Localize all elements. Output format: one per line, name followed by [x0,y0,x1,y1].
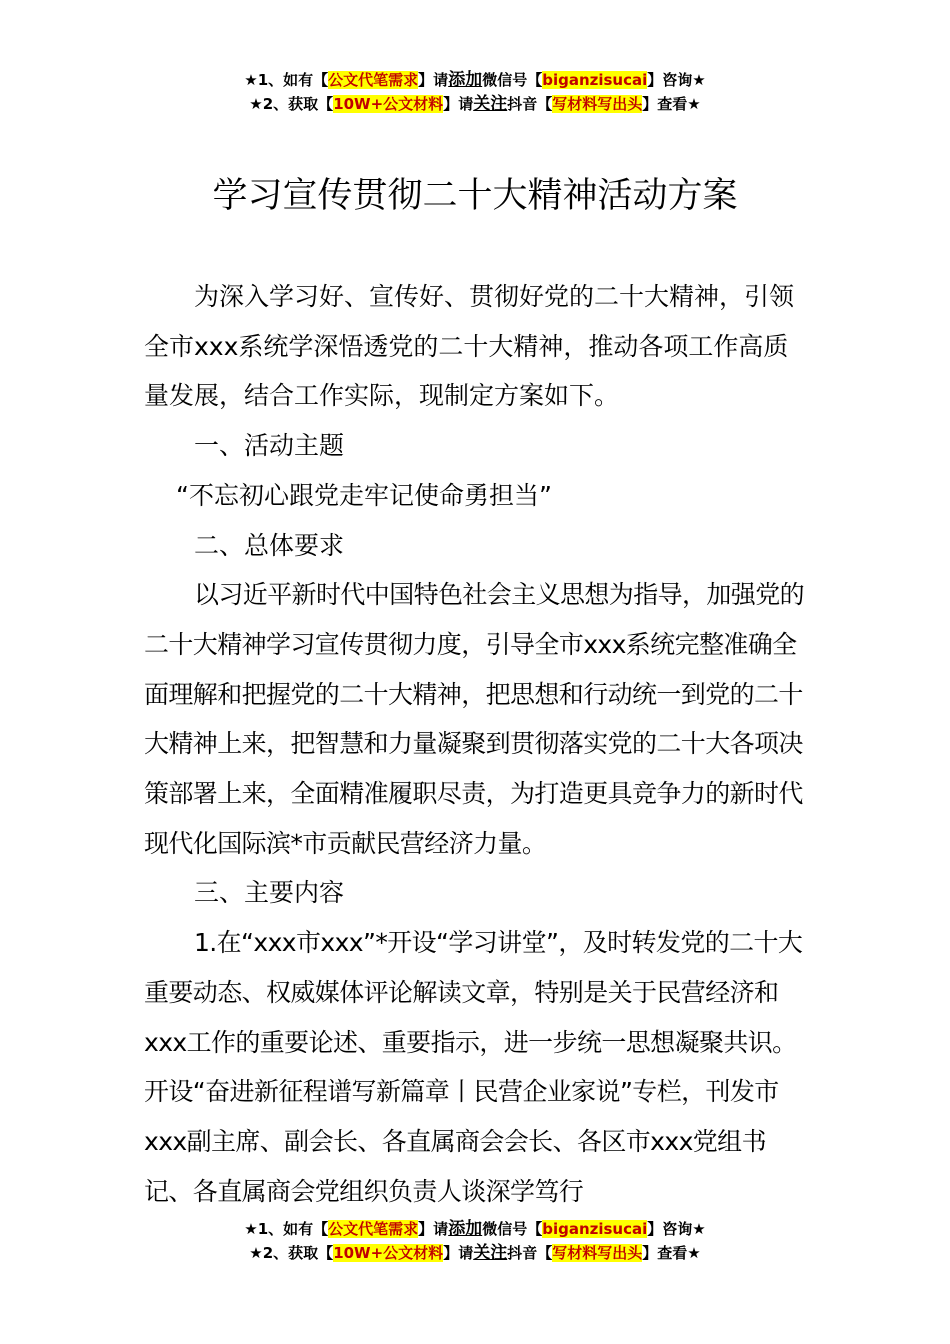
highlight-service: 公文代笔需求 [328,1220,419,1238]
document-body [144,272,812,1216]
section-heading-requirements: 二、总体要求 [194,530,345,560]
header-banner-line-1: ★1、如有【公文代笔需求】请添加微信号【biganzisucai】咨询★ [244,70,706,90]
highlight-douyin-account: 写材料写出头 [552,95,643,113]
footer-banner-line-1: ★1、如有【公文代笔需求】请添加微信号【biganzisucai】咨询★ [244,1219,706,1239]
intro-paragraph: 为深入学习好、宣传好、贯彻好党的二十大精神，引领全市xxx系统学深悟透党的二十大精神，推动各项工作高质量发展，结合工作实际，现制定方案如下。 [144,282,795,411]
content-item-1: 1.在“xxx市xxx”*开设“学习讲堂”，及时转发党的二十大重要动态、权威媒体评论解读文章，特别是关于民营经济和xxx工作的重要论述、重要指示，进一步统一思想凝聚共识。开设“奋进新征程谱写新篇章丨民营企业家说”专栏，刊发市xxx副主席、副会长、各直属商会会长、各区市xxx党组书记、各直属商会党组织负责人谈深学笃行 [144,928,803,1206]
theme-text: “不忘初心跟党走牢记使命勇担当” [176,480,552,510]
highlight-wechat-id: biganzisucai [542,1220,648,1238]
footer-banner [0,1217,950,1265]
header-banner-line-2: ★2、获取【10W+公文材料】请关注抖音【写材料写出头】查看★ [249,94,701,114]
footer-banner-line-2: ★2、获取【10W+公文材料】请关注抖音【写材料写出头】查看★ [249,1243,701,1263]
highlight-douyin-account: 写材料写出头 [552,1244,643,1262]
document-title: 学习宣传贯彻二十大精神活动方案 [212,176,738,216]
highlight-wechat-id: biganzisucai [542,71,648,89]
section-heading-content: 三、主要内容 [194,878,345,908]
header-banner [0,68,950,116]
requirements-paragraph: 以习近平新时代中国特色社会主义思想为指导，加强党的二十大精神学习宣传贯彻力度，引导全市xxx系统完整准确全面理解和把握党的二十大精神，把思想和行动统一到党的二十大精神上来，把智慧和力量凝聚到贯彻落实党的二十大各项决策部署上来，全面精准履职尽责，为打造更具竞争力的新时代现代化国际滨*市贡献民营经济力量。 [144,580,805,858]
section-heading-theme: 一、活动主题 [194,431,345,461]
highlight-materials: 10W+公文材料 [333,95,444,113]
highlight-materials: 10W+公文材料 [333,1244,444,1262]
highlight-service: 公文代笔需求 [328,71,419,89]
